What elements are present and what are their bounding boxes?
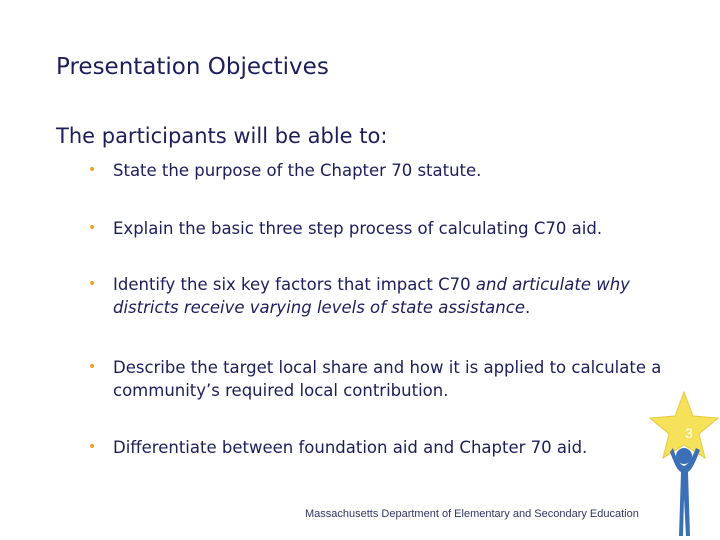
bullet-text-end: .	[524, 298, 531, 317]
bullet-dot-icon: •	[88, 276, 97, 292]
bullet-dot-icon: •	[88, 439, 97, 455]
bullet-text: State the purpose of the Chapter 70 statute.	[113, 161, 482, 180]
list-item	[88, 159, 678, 182]
list-item	[88, 217, 678, 240]
slide-title: Presentation Objectives	[56, 54, 329, 80]
list-item	[88, 436, 678, 459]
list-item	[88, 273, 678, 319]
bullet-text: Differentiate between foundation aid and Chapter 70 aid.	[113, 438, 588, 457]
intro-text: The participants will be able to:	[56, 124, 388, 148]
list-item	[88, 356, 678, 402]
footer-text: Massachusetts Department of Elementary and Secondary Education	[305, 508, 639, 520]
star-figure-logo-icon	[648, 390, 720, 540]
bullet-text: Describe the target local share and how it is applied to calculate a community’s required local contribution.	[113, 358, 662, 400]
bullet-text	[113, 273, 678, 319]
bullet-dot-icon: •	[88, 359, 97, 375]
bullet-text-normal: Identify the six key factors that impact C70	[113, 275, 476, 294]
page-number: 3	[685, 425, 693, 441]
bullet-text-italic: and articulate why districts receive varying levels of state assistance	[113, 275, 630, 317]
bullet-dot-icon: •	[88, 220, 97, 236]
bullet-text: Explain the basic three step process of calculating C70 aid.	[113, 219, 603, 238]
bullet-dot-icon: •	[88, 162, 97, 178]
